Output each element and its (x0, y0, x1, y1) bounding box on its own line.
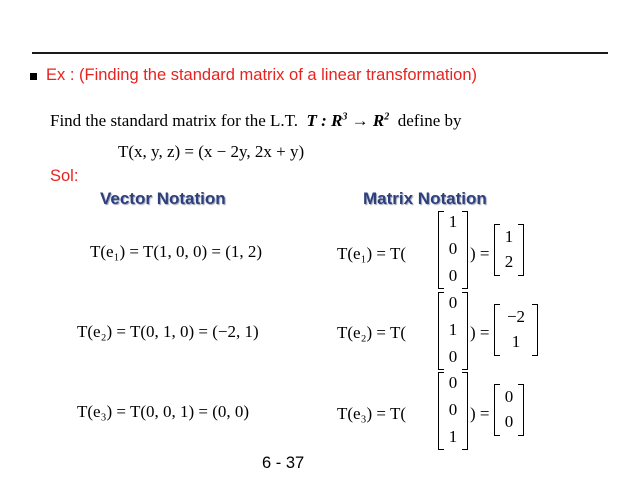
output-column-vector-e1 (494, 224, 524, 276)
matrix-entry: 0 (448, 347, 458, 366)
matrix-equation-e1-rhs: ) = (470, 244, 490, 263)
matrix-entry: 1 (448, 320, 458, 339)
transformation-map: T : $R^3 \to R^2$ (306, 111, 390, 130)
solution-label: Sol: (50, 167, 79, 185)
matrix-notation-header: Matrix Notation (363, 189, 487, 208)
vector-equation-e3: T(e₃) = T(0, 0, 1) = (0, 0) (77, 402, 250, 421)
slide-title: Ex : (Finding the standard matrix of a linear transformation) (46, 66, 478, 84)
matrix-entry: 0 (504, 387, 514, 406)
page-number: 6 - 37 (262, 454, 305, 472)
matrix-entry: 0 (448, 266, 458, 285)
matrix-equation-e3-rhs: ) = (470, 404, 490, 423)
matrix-entry: −2 (506, 307, 526, 326)
input-column-vector-e2 (438, 292, 468, 370)
matrix-entry: 1 (448, 427, 458, 446)
matrix-entry: 1 (448, 212, 458, 231)
title-divider-line (32, 52, 608, 54)
matrix-entry: 2 (504, 252, 514, 271)
output-column-vector-e3 (494, 384, 524, 436)
matrix-entry: 0 (448, 293, 458, 312)
problem-statement (50, 111, 462, 131)
matrix-equation-e3-lhs: T(e₃) = T( (337, 404, 407, 423)
matrix-equation-e1-lhs: T(e₁) = T( (337, 244, 407, 263)
vector-equation-e2: T(e₂) = T(0, 1, 0) = (−2, 1) (77, 322, 259, 341)
matrix-equation-e2-lhs: T(e₂) = T( (337, 323, 407, 342)
matrix-entry: 1 (511, 332, 521, 351)
matrix-entry: 0 (448, 239, 458, 258)
problem-suffix: define by (397, 111, 462, 130)
matrix-entry: 0 (448, 373, 458, 392)
transformation-definition: T(x, y, z) = (x − 2y, 2x + y) (118, 142, 305, 161)
matrix-entry: 0 (504, 412, 514, 431)
input-column-vector-e3 (438, 372, 468, 450)
matrix-entry: 0 (448, 400, 458, 419)
input-column-vector-e1 (438, 211, 468, 289)
bullet-square-icon (30, 73, 37, 80)
output-column-vector-e2 (494, 304, 538, 356)
vector-notation-header: Vector Notation (100, 189, 226, 208)
matrix-entry: 1 (504, 227, 514, 246)
vector-equation-e1: T(e₁) = T(1, 0, 0) = (1, 2) (90, 242, 263, 261)
matrix-equation-e2-rhs: ) = (470, 323, 490, 342)
problem-prefix: Find the standard matrix for the L.T. (50, 111, 299, 130)
